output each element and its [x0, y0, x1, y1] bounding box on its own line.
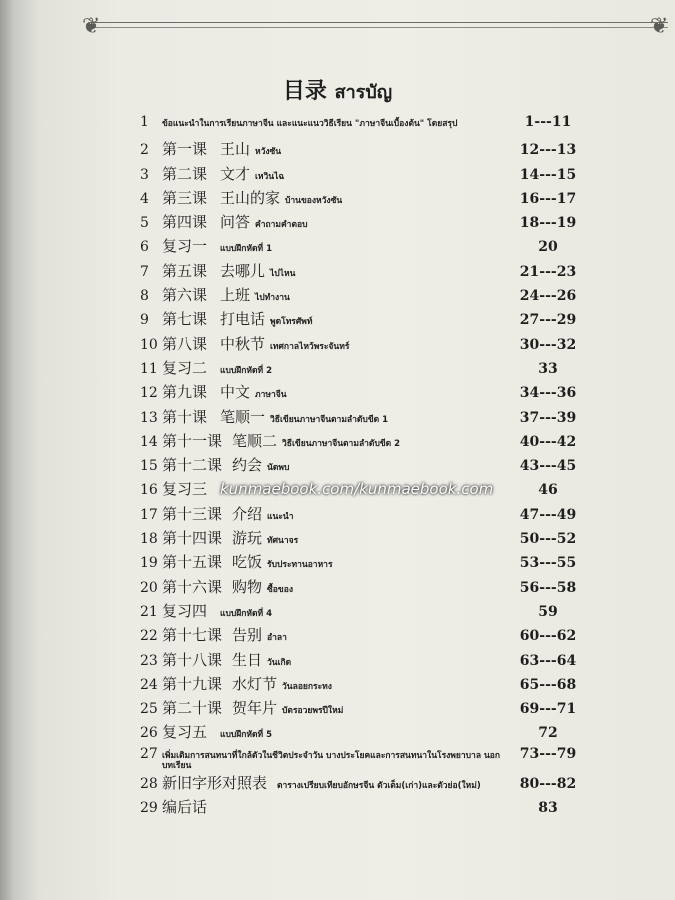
toc-entry	[140, 624, 580, 648]
entry-title: 购物	[232, 577, 263, 596]
entry-pages: 1---11	[524, 114, 572, 130]
toc-entry	[140, 649, 580, 673]
entry-lesson: 第五课	[162, 261, 208, 280]
toc-entry	[140, 333, 580, 357]
entry-pages: 50---52	[519, 531, 577, 548]
entry-lesson: 第三课	[162, 188, 208, 207]
entry-thai: เหวินไฉ	[255, 171, 285, 182]
entry-number: 20	[140, 579, 158, 596]
entry-thai: นัดพบ	[267, 463, 290, 474]
entry-pages: 27---29	[519, 312, 577, 329]
entry-pages: 21---23	[519, 263, 577, 280]
entry-thai: ซื้อของ	[267, 584, 293, 595]
entry-number: 7	[140, 263, 149, 280]
entry-lesson: 第一课	[162, 140, 208, 159]
entry-number: 22	[140, 628, 158, 645]
entry-lesson: 复习二	[162, 358, 208, 377]
toc-entry	[140, 357, 580, 381]
entry-pages: 56---58	[519, 579, 577, 596]
entry-thai: วิธีเขียนภาษาจีนตามลำดับขีด 1	[270, 414, 389, 425]
entry-thai: คำถามคำตอบ	[255, 220, 308, 231]
entry-pages: 16---17	[519, 190, 577, 207]
entry-pages: 37---39	[519, 409, 577, 426]
entry-pages: 46	[538, 482, 558, 499]
entry-pages: 59	[538, 603, 558, 620]
entry-number: 5	[140, 215, 149, 232]
entry-title: 上班	[220, 286, 251, 305]
entry-number: 11	[140, 360, 158, 377]
entry-title: 贺年片	[232, 699, 278, 718]
entry-lesson: 第十四课	[162, 529, 223, 548]
entry-lesson: 复习四	[162, 601, 208, 620]
entry-thai: บัตรอวยพรปีใหม่	[282, 706, 344, 717]
toc-entry	[140, 796, 580, 820]
entry-thai: วันเกิด	[267, 657, 292, 668]
toc-entry	[140, 235, 580, 259]
toc-entry	[140, 454, 580, 478]
entry-lesson: 第六课	[162, 286, 208, 305]
entry-pages: 80---82	[519, 775, 577, 792]
entry-number: 28	[140, 775, 158, 792]
entry-number: 24	[140, 676, 158, 693]
entry-thai: ข้อแนะนำในการเรียนภาษาจีน และแนะแนววิธีเรียน "ภาษาจีนเบื้องต้น" โดยสรุป	[162, 119, 458, 129]
entry-lesson: 第十二课	[162, 456, 223, 475]
entry-thai: พูดโทรศัพท์	[270, 317, 313, 328]
entry-title: 中秋节	[220, 334, 266, 353]
entry-title: 笔顺二	[232, 431, 278, 450]
entry-thai: แบบฝึกหัดที่ 1	[220, 244, 272, 255]
watermark: kunmaebook.com/kunmaebook.com	[220, 480, 494, 499]
title-chinese: 目录	[282, 78, 327, 104]
toc-entry	[140, 746, 580, 772]
entry-title: 水灯节	[232, 674, 278, 693]
entry-thai: ทัศนาจร	[267, 536, 299, 547]
entry-lesson: 第四课	[162, 213, 208, 232]
entry-title: 文才	[220, 164, 251, 183]
title-thai: สารบัญ	[334, 82, 393, 103]
entry-pages: 65---68	[519, 676, 577, 693]
toc-entry	[140, 211, 580, 235]
entry-pages: 18---19	[519, 215, 577, 232]
entry-lesson: 复习一	[162, 237, 208, 256]
toc-entry	[140, 527, 580, 551]
entry-lesson: 第九课	[162, 383, 208, 402]
entry-title: 游玩	[232, 529, 263, 548]
entry-thai: อำลา	[267, 633, 287, 644]
entry-thai: เทศกาลไหว้พระจันทร์	[270, 341, 350, 352]
entry-number: 27	[140, 745, 158, 762]
entry-number: 15	[140, 458, 158, 475]
entry-number: 14	[140, 433, 158, 450]
entry-pages: 34---36	[519, 385, 577, 402]
toc-entry	[140, 551, 580, 575]
entry-number: 9	[140, 312, 149, 329]
toc-entry	[140, 381, 580, 405]
toc-entry	[140, 673, 580, 697]
ornament-left-icon: ❦	[82, 14, 101, 39]
entry-pages: 73---79	[519, 745, 577, 762]
entry-title: 中文	[220, 383, 251, 402]
entry-number: 29	[140, 800, 158, 817]
toc-entry	[140, 138, 580, 162]
entry-pages: 83	[538, 800, 558, 817]
entry-number: 17	[140, 506, 158, 523]
entry-title: 问答	[220, 213, 251, 232]
entry-number: 16	[140, 482, 158, 499]
entry-lesson: 第二十课	[162, 699, 223, 718]
entry-pages: 53---55	[519, 555, 577, 572]
entry-title: 笔顺一	[220, 407, 266, 426]
entry-lesson: 第十一课	[162, 431, 223, 450]
toc-entry	[140, 114, 580, 138]
entry-number: 10	[140, 336, 158, 353]
toc-entry	[140, 503, 580, 527]
toc-entry	[140, 406, 580, 430]
entry-thai: แนะนำ	[267, 511, 294, 522]
entry-pages: 24---26	[519, 288, 577, 305]
entry-number: 6	[140, 239, 149, 256]
entry-title: 王山	[220, 140, 251, 159]
entry-pages: 30---32	[519, 336, 577, 353]
entry-number: 3	[140, 166, 149, 183]
entry-lesson: 第七课	[162, 310, 208, 329]
entry-pages: 33	[538, 360, 558, 377]
entry-thai: หวังซัน	[255, 147, 282, 158]
entry-number: 8	[140, 288, 149, 305]
entry-lesson: 复习三	[162, 480, 208, 499]
entry-lesson: 第十六课	[162, 577, 223, 596]
entry-thai: เพิ่มเติมการสนทนาที่ใกล้ตัวในชีวิตประจำวัน บางประโยคและการสนทนาในโรงพยาบาล นอกบทเรียน	[162, 750, 501, 772]
entry-lesson: 新旧字形对照表	[162, 773, 268, 792]
entry-lesson: 编后话	[162, 798, 208, 817]
entry-pages: 63---64	[519, 652, 577, 669]
entry-number: 1	[140, 114, 149, 130]
entry-number: 23	[140, 652, 158, 669]
entry-number: 2	[140, 142, 149, 159]
toc-entry	[140, 260, 580, 284]
entry-pages: 43---45	[519, 458, 577, 475]
entry-thai: ไปไหน	[270, 268, 296, 279]
toc-entry	[140, 721, 580, 745]
toc-entry	[140, 772, 580, 796]
toc-entry	[140, 308, 580, 332]
toc-entry	[140, 284, 580, 308]
entry-lesson: 第二课	[162, 164, 208, 183]
entry-number: 26	[140, 725, 158, 742]
entry-lesson: 第八课	[162, 334, 208, 353]
entry-lesson: 第十三课	[162, 504, 223, 523]
entry-lesson: 第十五课	[162, 553, 223, 572]
entry-pages: 12---13	[519, 142, 577, 159]
entry-number: 13	[140, 409, 158, 426]
entry-title: 打电话	[220, 310, 266, 329]
entry-thai: แบบฝึกหัดที่ 5	[220, 730, 272, 741]
entry-pages: 40---42	[519, 433, 577, 450]
entry-thai: ภาษาจีน	[255, 390, 287, 401]
toc-entry	[140, 697, 580, 721]
entry-thai: ไปทำงาน	[255, 293, 290, 304]
entry-thai: บ้านของหวังซัน	[285, 195, 343, 206]
entry-thai: วิธีเขียนภาษาจีนตามลำดับขีด 2	[282, 438, 401, 449]
entry-number: 18	[140, 531, 158, 548]
entry-thai: รับประทานอาหาร	[267, 560, 333, 571]
entry-pages: 72	[538, 725, 558, 742]
ornament-right-icon: ❦	[650, 14, 669, 39]
entry-title: 王山的家	[220, 188, 281, 207]
toc-entry	[140, 430, 580, 454]
entry-thai: ตารางเปรียบเทียบอักษรจีน ตัวเต็ม(เก่า)และตัวย่อ(ใหม่)	[277, 780, 481, 791]
entry-number: 21	[140, 603, 158, 620]
toc-entry	[140, 600, 580, 624]
entry-title: 生日	[232, 650, 263, 669]
entry-thai: วันลอยกระทง	[282, 681, 332, 692]
entry-title: 吃饭	[232, 553, 263, 572]
decorative-border	[88, 22, 668, 47]
toc-entry	[140, 478, 580, 502]
entry-lesson: 第十课	[162, 407, 208, 426]
entry-lesson: 第十九课	[162, 674, 223, 693]
entry-title: 介绍	[232, 504, 263, 523]
toc-entry	[140, 576, 580, 600]
entry-lesson: 复习五	[162, 723, 208, 742]
toc-entry	[140, 187, 580, 211]
entry-number: 4	[140, 190, 149, 207]
entry-thai: แบบฝึกหัดที่ 4	[220, 608, 272, 619]
entry-number: 19	[140, 555, 158, 572]
entry-title: 去哪儿	[220, 261, 266, 280]
entry-number: 25	[140, 701, 158, 718]
entry-title: 告别	[232, 626, 263, 645]
table-of-contents	[140, 114, 580, 821]
entry-pages: 60---62	[519, 628, 577, 645]
entry-pages: 14---15	[519, 166, 577, 183]
page-title	[0, 74, 675, 106]
toc-entry	[140, 163, 580, 187]
entry-pages: 69---71	[519, 701, 577, 718]
entry-number: 12	[140, 385, 158, 402]
entry-lesson: 第十七课	[162, 626, 223, 645]
entry-title: 约会	[232, 456, 263, 475]
entry-thai: แบบฝึกหัดที่ 2	[220, 365, 272, 376]
entry-pages: 20	[538, 239, 558, 256]
entry-lesson: 第十八课	[162, 650, 223, 669]
entry-pages: 47---49	[519, 506, 577, 523]
